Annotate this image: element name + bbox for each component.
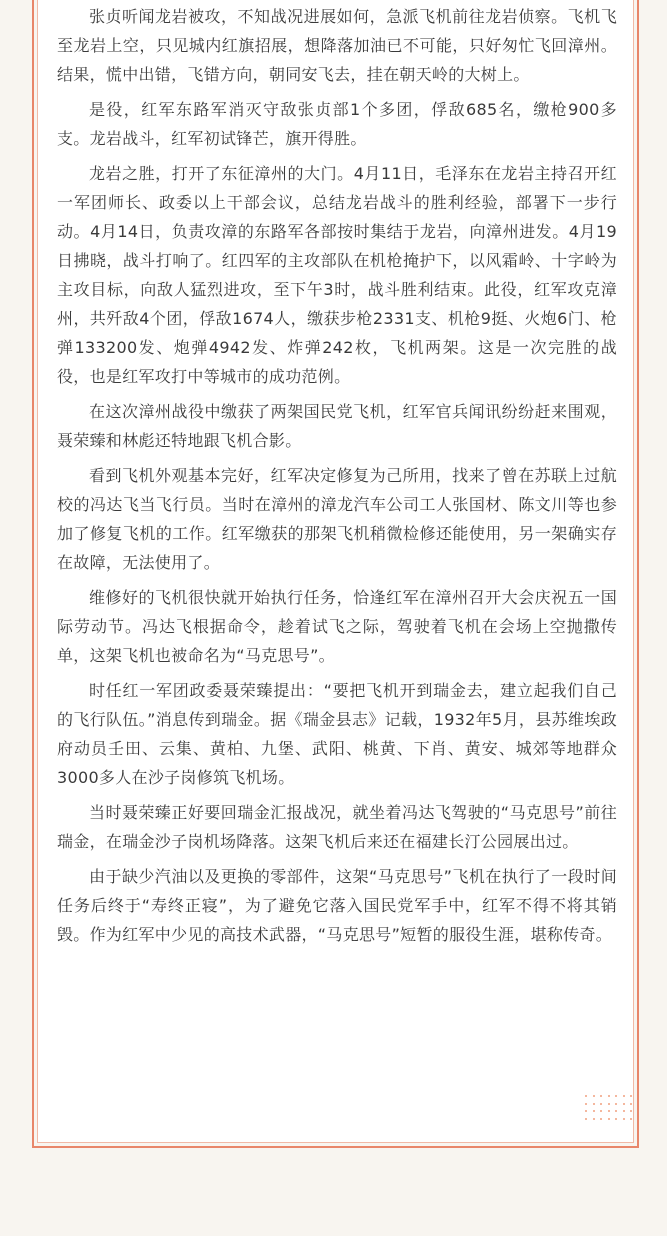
decorative-dot (593, 1095, 595, 1097)
decorative-dot (630, 1095, 632, 1097)
decorative-dot (585, 1118, 587, 1120)
decorative-dot (608, 1103, 610, 1105)
paragraph-2: 是役，红军东路军消灭守敌张贞部1个多团，俘敌685名，缴枪900多支。龙岩战斗，红军初试锋芒，旗开得胜。 (57, 100, 617, 148)
decorative-dot (600, 1095, 602, 1097)
decorative-dot (585, 1110, 587, 1112)
decorative-dot (585, 1095, 587, 1097)
decorative-dot (623, 1110, 625, 1112)
decorative-dot (630, 1110, 632, 1112)
paragraph-4: 在这次漳州战役中缴获了两架国民党飞机，红军官兵闻讯纷纷赶来围观，聂荣臻和林彪还特地跟飞机合影。 (57, 402, 617, 450)
decorative-dot (600, 1103, 602, 1105)
decorative-dot (608, 1095, 610, 1097)
decorative-dot (630, 1118, 632, 1120)
paragraph-8: 当时聂荣臻正好要回瑞金汇报战况，就坐着冯达飞驾驶的“马克思号”前往瑞金，在瑞金沙子岗机场降落。这架飞机后来还在福建长汀公园展出过。 (57, 803, 617, 851)
article-body (57, 2, 617, 955)
decorative-dot (615, 1118, 617, 1120)
decorative-dot (600, 1118, 602, 1120)
decorative-dot (615, 1095, 617, 1097)
paragraph-1: 张贞听闻龙岩被攻，不知战况进展如何，急派飞机前往龙岩侦察。飞机飞至龙岩上空，只见城内红旗招展，想降落加油已不可能，只好匆忙飞回漳州。结果，慌中出错，飞错方向，朝同安飞去，挂在朝天岭的大树上。 (57, 7, 617, 84)
decorative-dot (608, 1118, 610, 1120)
paragraph-9: 由于缺少汽油以及更换的零部件，这架“马克思号”飞机在执行了一段时间任务后终于“寿终正寝”，为了避免它落入国民党军手中，红军不得不将其销毁。作为红军中少见的高技术武器，“马克思号”短暂的服役生涯，堪称传奇。 (57, 867, 617, 944)
decorative-dot (593, 1118, 595, 1120)
decorative-dot (593, 1110, 595, 1112)
decorative-dot-grid (585, 1095, 635, 1125)
paragraph-5: 看到飞机外观基本完好，红军决定修复为己所用，找来了曾在苏联上过航校的冯达飞当飞行员。当时在漳州的漳龙汽车公司工人张国材、陈文川等也参加了修复飞机的工作。红军缴获的那架飞机稍微检修还能使用，另一架确实存在故障，无法使用了。 (57, 466, 617, 572)
decorative-dot (623, 1095, 625, 1097)
decorative-dot (585, 1103, 587, 1105)
decorative-dot (600, 1110, 602, 1112)
decorative-dot (623, 1118, 625, 1120)
paragraph-7: 时任红一军团政委聂荣臻提出：“要把飞机开到瑞金去，建立起我们自己的飞行队伍。”消息传到瑞金。据《瑞金县志》记载，1932年5月，县苏维埃政府动员壬田、云集、黄柏、九堡、武阳、桃黄、下肖、黄安、城郊等地群众3000多人在沙子岗修筑飞机场。 (57, 681, 617, 787)
paragraph-6: 维修好的飞机很快就开始执行任务，恰逢红军在漳州召开大会庆祝五一国际劳动节。冯达飞根据命令，趁着试飞之际，驾驶着飞机在会场上空抛撒传单，这架飞机也被命名为“马克思号”。 (57, 588, 617, 665)
decorative-dot (623, 1103, 625, 1105)
decorative-dot (593, 1103, 595, 1105)
decorative-dot (608, 1110, 610, 1112)
decorative-dot (615, 1110, 617, 1112)
decorative-dot (630, 1103, 632, 1105)
decorative-dot (615, 1103, 617, 1105)
paragraph-3: 龙岩之胜，打开了东征漳州的大门。4月11日，毛泽东在龙岩主持召开红一军团师长、政委以上干部会议，总结龙岩战斗的胜利经验，部署下一步行动。4月14日，负责攻漳的东路军各部按时集结于龙岩，向漳州进发。4月19日拂晓，战斗打响了。红四军的主攻部队在机枪掩护下，以风霜岭、十字岭为主攻目标，向敌人猛烈进攻，至下午3时，战斗胜利结束。此役，红军攻克漳州，共歼敌4个团，俘敌1674人，缴获步枪2331支、机枪9挺、火炮6门、枪弹133200发、炮弹4942发、炸弹242枚，飞机两架。这是一次完胜的战役，也是红军攻打中等城市的成功范例。 (57, 164, 617, 386)
